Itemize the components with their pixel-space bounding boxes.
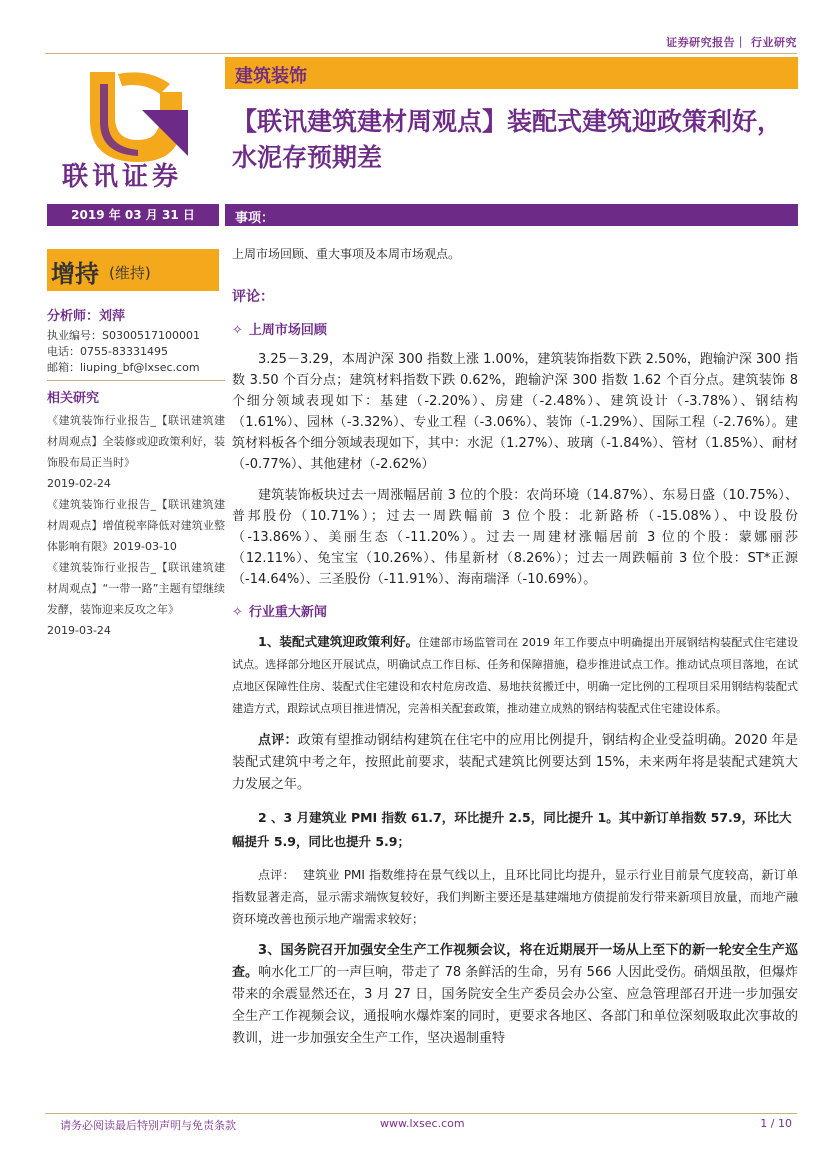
news-head: 1、装配式建筑迎政策利好。 (258, 634, 419, 649)
section-title: 行业重大新闻 (248, 605, 327, 620)
rating-note: (维持) (109, 264, 151, 282)
related-date: 2019-03-24 (47, 624, 111, 637)
page-number: 1 / 10 (760, 1117, 792, 1130)
analyst-block (47, 305, 225, 641)
news-body: 住建部市场监管司在 2019 年工作要点中明确提出开展钢结构装配式住宅建设试点。选择部分地区开展试点，明确试点工作目标、任务和保障措施，稳步推进试点工作。推动试点项目落地，在试点地区保障性住房、装配式住宅建设和农村危房改造、易地扶贫搬迁中，明确一定比例的工程项目采用钢结构装配式建造方式，跟踪试点项目推进情况，完善相关配套政策，推动建立成熟的钢结构装配式住宅建设体系。 (232, 636, 798, 715)
comment-label: 评论： (232, 289, 274, 305)
related-item[interactable]: 《建筑装饰行业报告_【联讯建筑建材周观点】全装修或迎政策利好，装饰股布局正当时》 (47, 414, 225, 469)
news-body: 响水化工厂的一声巨响，带走了 78 条鲜活的生命，另有 566 人因此受伤。硝烟虽散，但爆炸带来的余震显然还在，3 月 27 日，国务院安全生产委员会办公室、应急管理部召开进一步加强安全生产工作视频会议，通报响水爆炸案的同时，更要求各地区、各部门和单位深刻吸取此次事故的教训，进一步加强安全生产工作，坚决遏制重特 (232, 965, 798, 1046)
news-comment (232, 864, 798, 930)
analyst-email[interactable]: 邮箱：liuping_bf@lxsec.com (47, 361, 200, 374)
analyst-name: 分析师：刘萍 (47, 309, 126, 324)
summary: 上周市场回顾、重大事项及本周市场观点。 (232, 247, 461, 261)
comment-tag: 点评： (258, 733, 298, 748)
market-paragraph: 建筑装饰板块过去一周涨幅居前 3 位的个股：农尚环境（14.87%）、东易日盛（10.75%）、普邦股份（10.71%）；过去一周跌幅前 3 位个股：北新路桥（-15.08%）、中设股份（-13.86%）、美丽生态（-11.20%）。过去一周建材涨幅居前 3 位的个股：蒙娜丽莎（12.11%）、兔宝宝（10.26%）、伟星新材（8.26%）；过去一周跌幅前 3 位个股：ST*正源（-14.64%）、三圣股份（-11.91%）、海南瑞泽（-10.69%）。 (232, 488, 798, 587)
bottom-divider (45, 1113, 797, 1114)
report-date: 2019 年 03 月 31 日 (47, 204, 219, 226)
related-research-head: 相关研究 (47, 391, 100, 406)
comment-body: 建筑业 PMI 指数维持在景气线以上，且环比同比均提升，显示行业目前景气度较高，新订单指数显著走高，显示需求端恢复较好，我们判断主要还是基建端地方债提前发行带来新项目放量，而地产融资环境改善也预示地产端需求较好； (232, 868, 798, 926)
section-industry-news (232, 602, 798, 623)
related-item[interactable]: 《建筑装饰行业报告_【联讯建筑建材周观点】增值税率降低对建筑业整体影响有限》2019-03-10 (47, 498, 225, 553)
logo-text: 联讯证券 (62, 162, 183, 192)
news-comment (232, 730, 798, 796)
diamond-icon: ✧ (232, 323, 243, 338)
market-paragraph: 3.25－3.29，本周沪深 300 指数上涨 1.00%，建筑装饰指数下跌 2.50%，跑输沪深 300 指数 3.50 个百分点；建筑材料指数下跌 0.62%，跑输沪深 300 指数 1.62 个百分点。建筑装饰 8 个细分领域表现如下：基建（-2.20%）、房建（-2.48%）、建筑设计（-3.78%）、钢结构（1.61%）、园林（-3.32%）、专业工程（-3.06%）、装饰（-1.29%）、国际工程（-2.76%）。建筑材料板各个细分领域表现如下，其中：水泥（1.27%）、玻璃（-1.84%）、管材（1.85%）、耐材（-0.77%）、其他建材（-2.62%） (232, 352, 798, 472)
related-date: 2019-02-24 (47, 477, 111, 490)
related-item[interactable]: 《建筑装饰行业报告_【联讯建筑建材周观点】“一带一路”主题有望继续发酵，装饰迎来反攻之年》 (47, 561, 225, 616)
rating-box (47, 249, 219, 291)
news-item (232, 940, 798, 1050)
analyst-license: 执业编号：S0300517100001 (47, 329, 200, 342)
website-link[interactable]: www.lxsec.com (380, 1117, 465, 1130)
diamond-icon: ✧ (232, 605, 243, 620)
top-divider (45, 53, 797, 54)
rating: 增持 (51, 260, 99, 288)
report-title: 【联讯建筑建材周观点】装配式建筑迎政策利好，水泥存预期差 (232, 107, 783, 172)
main-content (232, 244, 798, 1050)
sector-bar (225, 57, 798, 89)
analyst-phone: 电话：0755-83331495 (47, 345, 168, 358)
section-title: 上周市场回顾 (248, 323, 327, 338)
section-market-review (232, 320, 798, 341)
matter-bar (225, 204, 798, 226)
comment-tag: 点评： (258, 868, 295, 882)
report-type: 证券研究报告｜ 行业研究 (666, 36, 797, 49)
matter-label: 事项： (235, 211, 275, 226)
news-head: 2 、3 月建筑业 PMI 指数 61.7，环比提升 2.5，同比提升 1。其中新订单指数 57.9，环比大幅提升 5.9，同比也提升 5.9； (232, 810, 792, 849)
sector-label: 建筑装饰 (235, 66, 307, 87)
news-item (232, 631, 798, 720)
disclaimer-link[interactable]: 请务必阅读最后特别声明与免责条款 (60, 1119, 236, 1132)
comment-body: 政策有望推动钢结构建筑在住宅中的应用比例提升，钢结构企业受益明确。2020 年是装配式建筑中考之年，按照此前要求，装配式建筑比例要达到 15%，未来两年将是装配式建筑大力发展之年。 (232, 733, 798, 792)
sidebar-divider (47, 380, 225, 381)
news-head: 3、国务院召开加强安全生产工作视频会议，将在近期展开一场从上至下的新一轮安全生产巡查。 (232, 943, 798, 980)
